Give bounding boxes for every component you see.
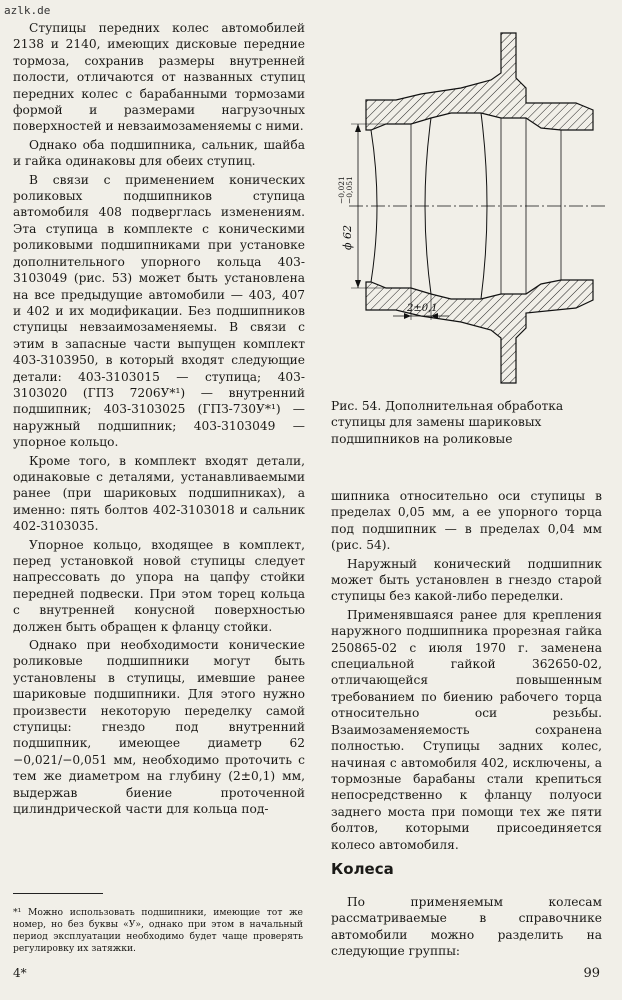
tolerance-lower-label: −0,051 <box>345 176 354 204</box>
paragraph: шипника относительно оси ступицы в пределах 0,05 мм, а ее упорного торца под подшипник — в пределах 0,04 мм (рис. 54). <box>331 489 602 553</box>
depth-label: 2±0,1 <box>407 303 438 314</box>
footnote-divider <box>13 893 103 894</box>
tolerance-upper-label: −0,021 <box>337 176 346 204</box>
paragraph: Применявшаяся ранее для крепления наружного подшипника прорезная гайка 250865-02 с июля 1970 г. заменена специальной гайкой 362650-02, отличающейся повышенным требованием по биению рабочего торца относительно оси резьбы. Взаимозаменяемость сохранена полностью. Ступицы задних колес, начиная с автомобиля 402, исключены, а тормозные барабаны стали крепиться непосредственно к фланцу полуоси заднего моста при помощи тех же пяти болтов, которыми присоединяется колесо автомобиля. <box>331 607 602 852</box>
signature-marker: 4* <box>13 966 27 980</box>
paragraph: Наружный конический подшипник может быть установлен в гнездо старой ступицы без какой-либо переделки. <box>331 556 602 604</box>
paragraph: Ступицы передних колес автомобилей 2138 и 2140, имеющих дисковые передние тормоза, сохранив размеры внутренней полости, отличаются от названных ступиц передних колес с барабанными тормозами формой и размерами нагрузочных поверхностей и невзаимозаменяемы с ними. <box>13 21 305 134</box>
right-text-column <box>331 488 602 853</box>
site-watermark: azlk.de <box>4 4 51 17</box>
paragraph: Кроме того, в комплект входят детали, одинаковые с деталями, устанавливаемыми ранее (при шариковых подшипниках), а именно: пять болтов 402-3103018 и сальник 402-3103035. <box>13 453 305 534</box>
paragraph: В связи с применением конических роликовых подшипников ступица автомобиля 408 подверглась изменениям. Эта ступица в комплекте с коническими роликовыми подшипниками при установке дополнительного упорного кольца 403-3103049 (рис. 53) может быть установлена на все предыдущие автомобили — 403, 407 и 402 и их модификации. Без подшипников ступицы невзаимозаменяемы. В связи с этим в запасные части выпущен комплект 403-3103950, в который входят следующие детали: 403-3103015 — ступица; 403-3103020 (ГПЗ 7206У*¹) — внутренний подшипник; 403-3103025 (ГПЗ-730У*¹) — наружный подшипник; 403-3103049 — упорное кольцо. <box>13 172 305 450</box>
lower-wall-section <box>366 280 593 383</box>
page-number: 99 <box>583 966 600 981</box>
diameter-label: ϕ 62 <box>341 225 354 250</box>
dimension-arrow <box>355 124 361 132</box>
hub-drawing-figure <box>331 18 611 403</box>
section-heading: Колеса <box>331 860 394 878</box>
paragraph: Однако оба подшипника, сальник, шайба и гайка одинаковы для обеих ступиц. <box>13 137 305 169</box>
paragraph: По применяемым колесам рассматриваемые в справочнике автомобили можно разделить на следующие группы: <box>331 895 602 959</box>
left-text-column <box>13 20 305 818</box>
footnote: *¹ Можно использовать подшипники, имеющие тот же номер, но без буквы «У», однако при этом в начальный период эксплуатации необходимо будет чаще проверять регулировку их затяжки. <box>13 907 303 954</box>
hub-cross-section-drawing <box>331 18 611 403</box>
dimension-arrow <box>355 280 361 288</box>
paragraph: Однако при необходимости конические роликовые подшипники могут быть установлены в ступицы, имевшие ранее шариковые подшипники. Для этого нужно произвести некоторую переделку самой ступицы: гнездо под внутренний подшипник, имеющее диаметр 62 −0,021/−0,051 мм, необходимо проточить с тем же диаметром на глубину (2±0,1) мм, выдержав биение проточенной цилиндрической части для кольца под- <box>13 638 305 817</box>
paragraph: Упорное кольцо, входящее в комплект, перед установкой новой ступицы следует напрессовать до упора на цапфу стойки передней подвески. При этом торец кольца с внутренней конусной поверхностью должен быть обращен к фланцу стойки. <box>13 537 305 634</box>
right-text-column-bottom <box>331 894 602 960</box>
figure-caption: Рис. 54. Дополнительная обработка ступицы для замены шариковых подшипников на роликовые <box>331 399 564 446</box>
upper-wall-section <box>366 33 593 130</box>
